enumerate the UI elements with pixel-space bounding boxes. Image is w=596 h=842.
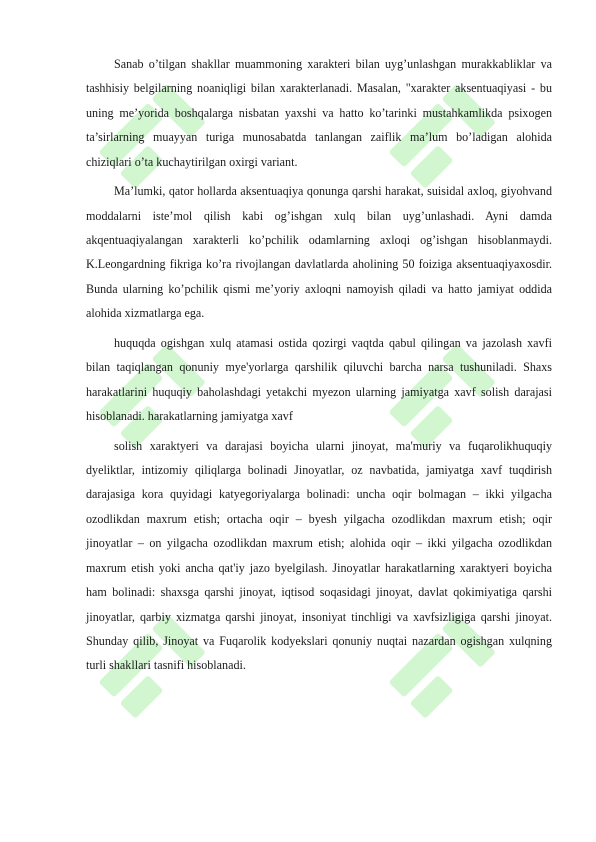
paragraph-2: Ma’lumki, qator hollarda aksentuaqiya qonunga qarshi harakat, suisidal axloq, giyohvand moddalarni iste’mol qilish kabi og’ishgan xulq bilan uyg’unlashadi. Ayni damda akqentuaqiyalangan xarakterli ko’pchilik odamlarning axloqi og’ishgan hisoblanmaydi. K.Leongardning fikriga ko’ra rivojlangan davlatlarda aholining 50 foiziga aksentuaqiyaxosdir. Bunda ularning ko’pchilik qismi me’yoriy axloqni namoyish qiladi va hatto jamiyat oddida alohida xizmatlarga ega.	[86, 184, 552, 321]
paragraph-1: Sanab o’tilgan shakllar muammoning xarakteri bilan uyg’unlashgan murakkabliklar va tashhisiy belgilarning noaniqligi bilan xarakterlanadi. Masalan, "xarakter aksentuaqiyasi - bu uning me’yorida boshqalarga nisbatan yaxshi va hatto ko’tarinki mustahkamlikda psixogen ta’sirlarning muayyan turiga munosabatda tanlangan zaiflik ma’lum bo’ladigan alohida chiziqlari o’ta kuchaytirilgan oxirgi variant.	[86, 57, 552, 169]
paragraph-4: solish xaraktyeri va darajasi boyicha ularni jinoyat, ma'muriy va fuqarolikhuquqiy dyeliktlar, intizomiy qiliqlarga bolinadi Jinoyatlar, oz navbatida, jamiyatga xavf tuqdirish darajasiga kora quyidagi katyegoriyalarga bolinadi: uncha oqir bolmagan – ikki yilgacha ozodlikdan maxrum etish; ortacha oqir – byesh yilgacha ozodlikdan maxrum etish; oqir jinoyatlar – on yilgacha ozodlikdan maxrum etish; alohida oqir – ikki yilgacha ozodlikdan maxrum etish yoki ancha qat'iy jazo byelgilash. Jinoyatlar harakatlarning xaraktyeri boyicha ham bolinadi: shaxsga qarshi jinoyat, iqtisod soqasidagi jinoyat, davlat qokimiyatiga qarshi jinoyatlar, qarbiy xizmatga qarshi jinoyat, insoniyat tinchligi va xavfsizligiga qarshi jinoyat. Shunday qilib, Jinoyat va Fuqarolik kodyekslari qonuniy nuqtai nazardan ogishgan xulqning turli shakllari tasnifi hisoblanadi.	[86, 438, 552, 673]
paragraph-3: huquqda ogishgan xulq atamasi ostida qozirgi vaqtda qabul qilingan va jazolash xavfi bilan taqiqlangan qonuniy mye'yorlarga qarshilik qiluvchi barcha narsa tushuniladi. Shaxs harakatlarini huquqiy baholashdagi yetakchi myezon ularning jamiyatga xavf solish darajasi hisoblanadi. harakatlarning jamiyatga xavf	[86, 335, 552, 424]
document-body	[86, 52, 552, 683]
